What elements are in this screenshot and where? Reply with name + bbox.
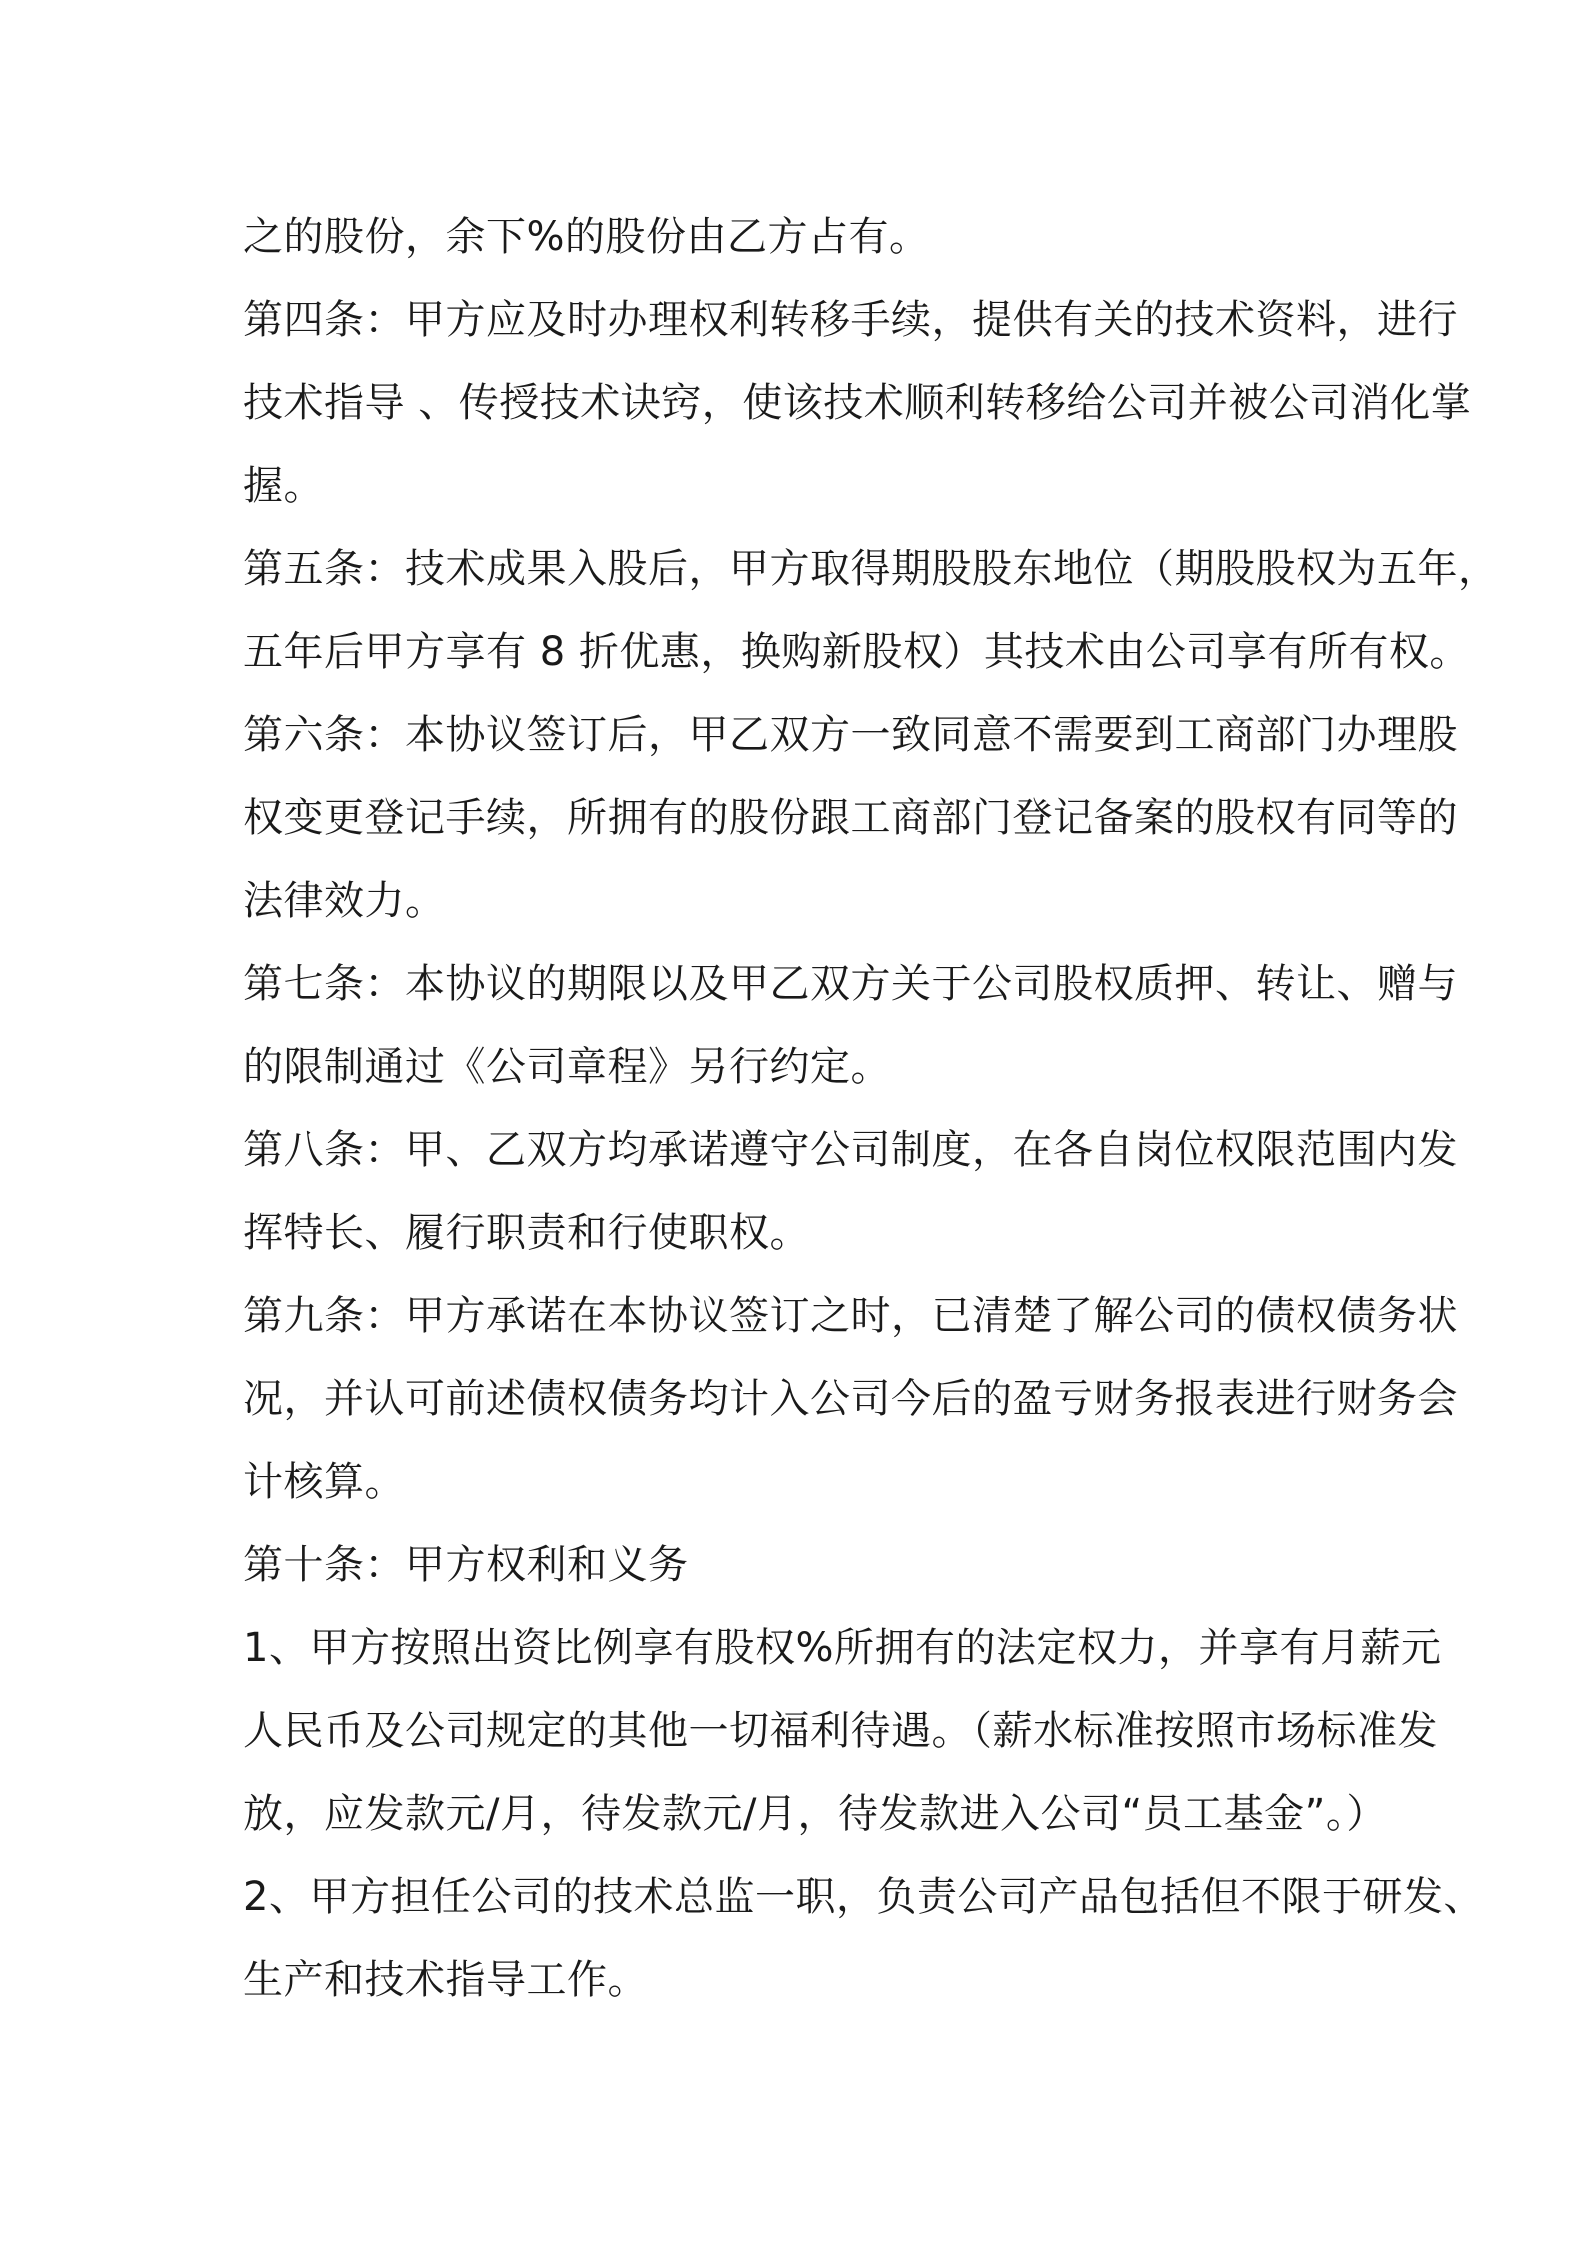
text-line: 况，并认可前述债权债务均计入公司今后的盈亏财务报表进行财务会 xyxy=(243,1376,1458,1422)
text-line: 的限制通过《公司章程》另行约定。 xyxy=(243,1044,891,1090)
text-line: 生产和技术指导工作。 xyxy=(243,1957,648,2003)
text-line: 五年后甲方享有 8 折优惠，换购新股权）其技术由公司享有所有权。 xyxy=(243,629,1470,675)
text-line: 握。 xyxy=(243,463,324,509)
text-line: 权变更登记手续，所拥有的股份跟工商部门登记备案的股权有同等的 xyxy=(243,795,1458,841)
text-line: 挥特长、履行职责和行使职权。 xyxy=(243,1210,810,1256)
text-line: 第八条：甲、乙双方均承诺遵守公司制度，在各自岗位权限范围内发 xyxy=(243,1127,1458,1173)
text-line: 技术指导 、传授技术诀窍，使该技术顺利转移给公司并被公司消化掌 xyxy=(243,380,1472,426)
text-line: 2、甲方担任公司的技术总监一职，负责公司产品包括但不限于研发、 xyxy=(243,1874,1484,1920)
text-line: 放，应发款元/月，待发款元/月，待发款进入公司“员工基金”。） xyxy=(243,1791,1387,1837)
text-line: 第四条：甲方应及时办理权利转移手续，提供有关的技术资料，进行 xyxy=(243,297,1458,343)
document-body xyxy=(243,196,1499,2022)
text-line: 人民币及公司规定的其他一切福利待遇。（薪水标准按照市场标准发 xyxy=(243,1708,1438,1754)
text-line: 第六条：本协议签订后，甲乙双方一致同意不需要到工商部门办理股 xyxy=(243,712,1458,758)
text-line: 第九条：甲方承诺在本协议签订之时，已清楚了解公司的债权债务状 xyxy=(243,1293,1458,1339)
text-line: 1、甲方按照出资比例享有股权%所拥有的法定权力，并享有月薪元 xyxy=(243,1625,1442,1671)
text-line: 第七条：本协议的期限以及甲乙双方关于公司股权质押、转让、赠与 xyxy=(243,961,1458,1007)
text-line: 第十条：甲方权利和义务 xyxy=(243,1542,689,1588)
text-line: 之的股份，余下%的股份由乙方占有。 xyxy=(243,214,930,260)
text-line: 第五条：技术成果入股后，甲方取得期股股东地位（期股股权为五年， xyxy=(243,546,1499,592)
text-line: 计核算。 xyxy=(243,1459,405,1505)
text-line: 法律效力。 xyxy=(243,878,446,924)
